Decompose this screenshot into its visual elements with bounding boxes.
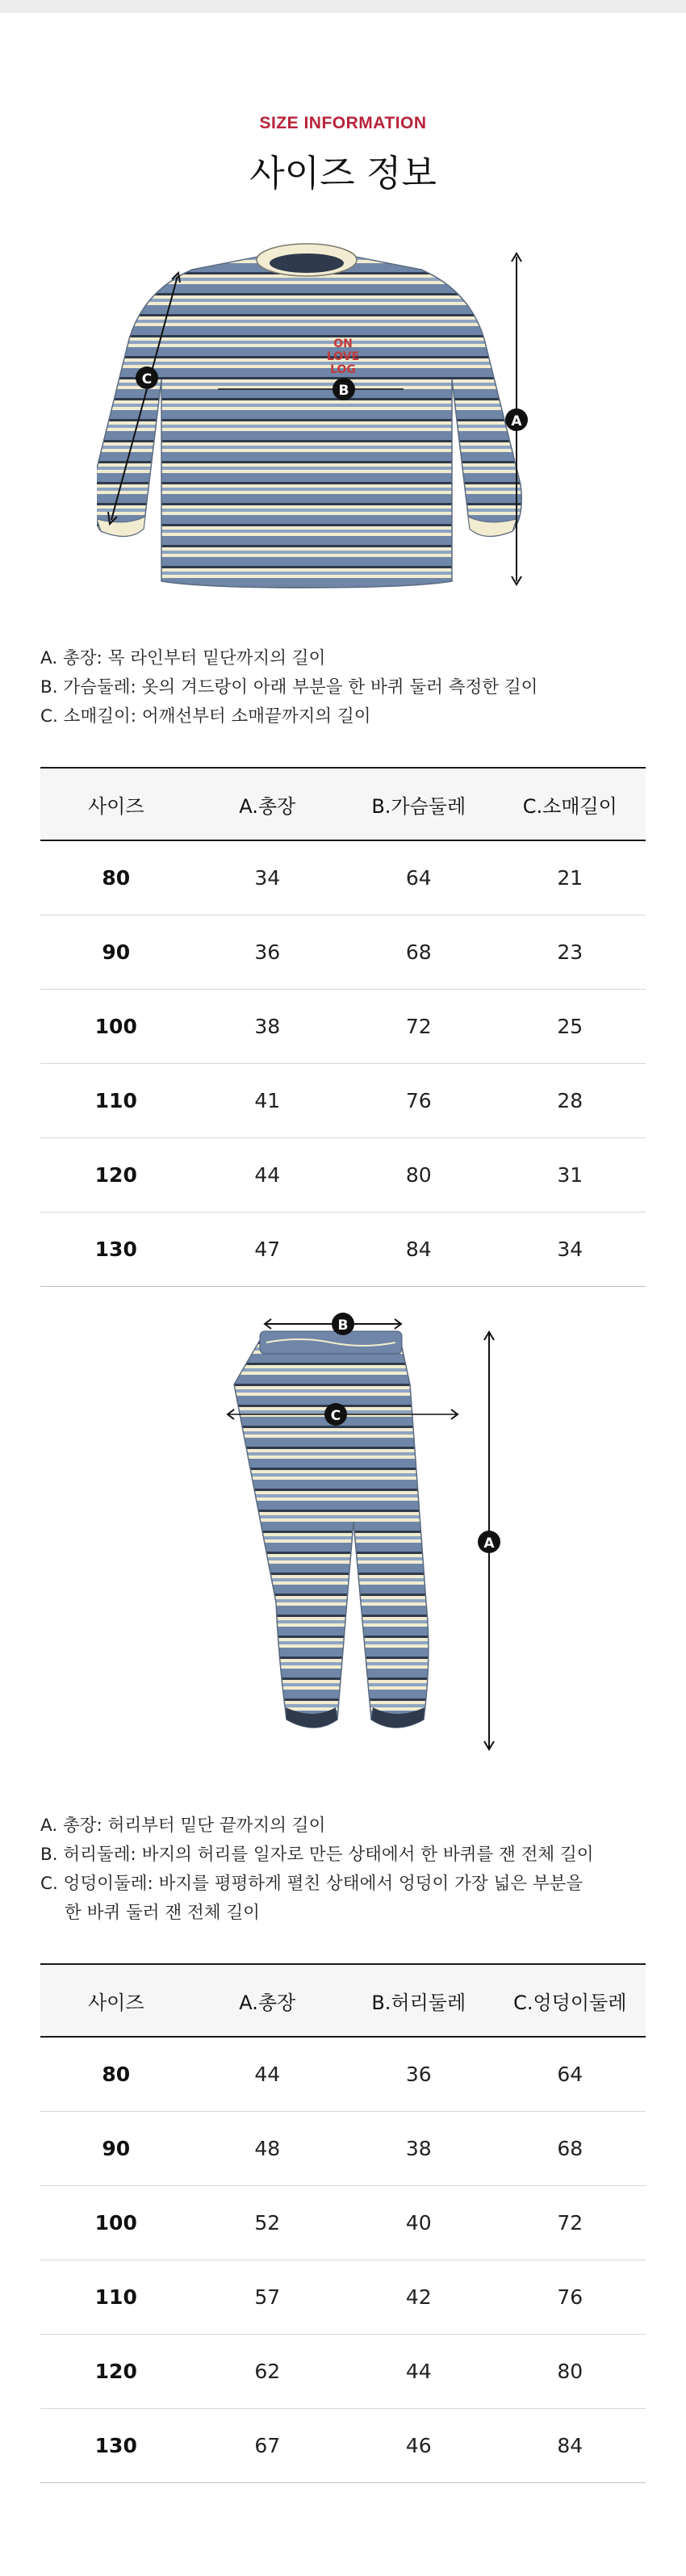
table-row: 100 38 72 25 <box>40 990 646 1064</box>
svg-text:B: B <box>337 1317 349 1334</box>
table-header-row <box>40 1964 646 2037</box>
logo-line: LOVE <box>326 350 360 363</box>
column-header: A.총장 <box>192 1964 344 2037</box>
pants-measurement-notes <box>40 1812 594 1928</box>
table-row: 120 62 44 80 <box>40 2335 646 2409</box>
svg-text:A: A <box>511 413 522 429</box>
column-header: C.소매길이 <box>495 768 646 840</box>
svg-text:C: C <box>330 1408 341 1424</box>
table-row: 130 47 84 34 <box>40 1213 646 1287</box>
note-line: C. 엉덩이둘레: 바지를 평평하게 펼친 상태에서 엉덩이 가장 넓은 부분을 <box>40 1874 584 1894</box>
table-row: 130 67 46 84 <box>40 2409 646 2483</box>
table-row: 100 52 40 72 <box>40 2186 646 2260</box>
sweatshirt-shape <box>97 242 533 597</box>
column-header: C.엉덩이둘레 <box>495 1964 646 2037</box>
note-line: A. 총장: 목 라인부터 밑단까지의 길이 <box>40 648 326 668</box>
logo-line: ON <box>333 337 353 350</box>
top-size-table <box>40 767 646 1287</box>
table-row: 80 34 64 21 <box>40 840 646 915</box>
table-header-row <box>40 768 646 840</box>
table-row: 110 57 42 76 <box>40 2260 646 2335</box>
note-line: 한 바퀴 둘러 잰 전체 길이 <box>65 1903 260 1923</box>
note-line: A. 총장: 허리부터 밑단 끝까지의 길이 <box>40 1816 326 1836</box>
top-garment-figure <box>97 242 549 597</box>
table-row: 120 44 80 31 <box>40 1138 646 1213</box>
logo-line: LOG <box>330 363 356 376</box>
marker-b-pants <box>332 1313 354 1335</box>
svg-text:B: B <box>338 383 349 399</box>
marker-c-top <box>136 367 158 389</box>
top-measurement-notes <box>40 644 538 731</box>
pants-size-table <box>40 1963 646 2483</box>
top-bar <box>0 0 686 13</box>
svg-text:C: C <box>141 371 153 387</box>
section-eyebrow: SIZE INFORMATION <box>259 114 427 132</box>
table-row: 110 41 76 28 <box>40 1064 646 1138</box>
column-header: A.총장 <box>192 768 344 840</box>
note-line: B. 가슴둘레: 옷의 겨드랑이 아래 부분을 한 바퀴 둘러 측정한 길이 <box>40 677 538 697</box>
column-header: 사이즈 <box>40 1964 192 2037</box>
column-header: B.허리둘레 <box>343 1964 495 2037</box>
table-row: 90 48 38 68 <box>40 2112 646 2186</box>
marker-a-top <box>505 408 528 431</box>
page-title: 사이즈 정보 <box>249 152 437 195</box>
table-row: 80 44 36 64 <box>40 2037 646 2112</box>
column-header: 사이즈 <box>40 768 192 840</box>
marker-b-top <box>333 378 355 400</box>
note-line: B. 허리둘레: 바지의 허리를 일자로 만든 상태에서 한 바퀴를 잰 전체 길이 <box>40 1845 594 1865</box>
table-row: 90 36 68 23 <box>40 915 646 990</box>
svg-text:A: A <box>483 1535 495 1552</box>
pants-figure <box>202 1312 508 1768</box>
marker-c-pants <box>324 1403 347 1426</box>
note-line: C. 소매길이: 어깨선부터 소매끝까지의 길이 <box>40 706 371 727</box>
column-header: B.가슴둘레 <box>343 768 495 840</box>
marker-a-pants <box>478 1531 500 1553</box>
